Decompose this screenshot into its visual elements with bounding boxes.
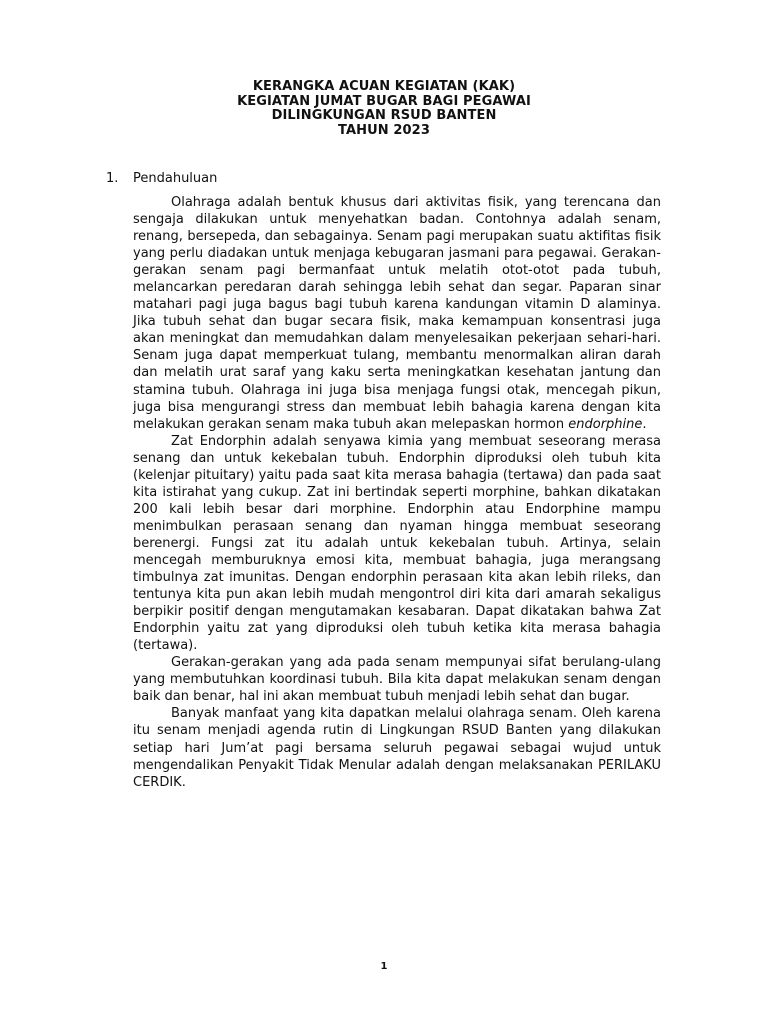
page-number: 1	[380, 961, 388, 972]
paragraph-2: Zat Endorphin adalah senyawa kimia yang membuat seseorang merasa senang dan untuk kekebalan tubuh. Endorphin diproduksi oleh tubuh kita (kelenjar pituitary) yaitu pada saat kita merasa bahagia (tertawa) dan pada saat kita istirahat yang cukup. Zat ini bertindak seperti morphine, bahkan dikatakan 200 kali lebih besar dari morphine. Endorphin atau Endorphine mampu menimbulkan perasaan senang dan nyaman hingga membuat seseorang berenergi. Fungsi zat itu adalah untuk kekebalan tubuh. Artinya, selain mencegah memburuknya emosi kita, membuat bahagia, juga merangsang timbulnya zat imunitas. Dengan endorphin perasaan kita akan lebih rileks, dan tentunya kita pun akan lebih mudah mengontrol diri kita dari amarah sekaligus berpikir positif dengan mengutamakan kesabaran. Dapat dikatakan bahwa Zat Endorphin yaitu zat yang diproduksi oleh tubuh ketika kita merasa bahagia (tertawa).	[133, 433, 661, 654]
title-line-1: KERANGKA ACUAN KEGIATAN (KAK)	[252, 79, 516, 94]
title-line-4: TAHUN 2023	[338, 122, 430, 138]
paragraph-3: Gerakan-gerakan yang ada pada senam mempunyai sifat berulang-ulang yang membutuhkan koordinasi tubuh. Bila kita dapat melakukan senam dengan baik dan benar, hal ini akan membuat tubuh menjadi lebih sehat dan bugar.	[133, 655, 661, 705]
paragraph-1-text: Olahraga adalah bentuk khusus dari aktivitas fisik, yang terencana dan sengaja dilakukan untuk menyehatkan badan. Contohnya adalah senam, renang, bersepeda, dan sebagainya. Senam pagi merupakan suatu aktifitas fisik yang perlu diadakan untuk menjaga kebugaran jasmani para pegawai. Gerakan-gerakan senam pagi bermanfaat untuk melatih otot-otot pada tubuh, melancarkan peredaran darah sehingga lebih sehat dan segar. Paparan sinar matahari pagi juga bagus bagi tubuh karena kandungan vitamin D alaminya. Jika tubuh sehat dan bugar secara fisik, maka kemampuan konsentrasi juga akan meningkat dan memudahkan dalam menyelesaikan pekerjaan sehari-hari. Senam juga dapat memperkuat tulang, membantu menormalkan aliran darah dan melatih urat saraf yang kaku serta meningkatkan kesehatan jantung dan stamina tubuh. Olahraga ini juga bisa menjaga fungsi otak, mencegah pikun, juga bisa mengurangi stress dan membuat lebih bahagia karena dengan kita melakukan gerakan senam maka tubuh akan melepaskan hormon	[133, 195, 661, 432]
paragraph-1-italic-term: endorphine	[568, 416, 643, 432]
section-heading	[106, 171, 217, 187]
section-title: Pendahuluan	[133, 171, 218, 186]
document-title	[0, 80, 768, 138]
title-line-3: DILINGKUNGAN RSUD BANTEN	[271, 108, 497, 123]
paragraph-4: Banyak manfaat yang kita dapatkan melalui olahraga senam. Oleh karena itu senam menjadi agenda rutin di Lingkungan RSUD Banten yang dilakukan setiap hari Jum’at pagi bersama seluruh pegawai sebagai wujud untuk mengendalikan Penyakit Tidak Menular adalah dengan melaksanakan PERILAKU CERDIK.	[133, 706, 661, 790]
title-line-2: KEGIATAN JUMAT BUGAR BAGI PEGAWAI	[237, 93, 531, 109]
body-text	[133, 194, 661, 791]
paragraph-1	[133, 194, 661, 433]
section-number: 1.	[106, 171, 119, 186]
paragraph-1-end: .	[642, 416, 647, 432]
